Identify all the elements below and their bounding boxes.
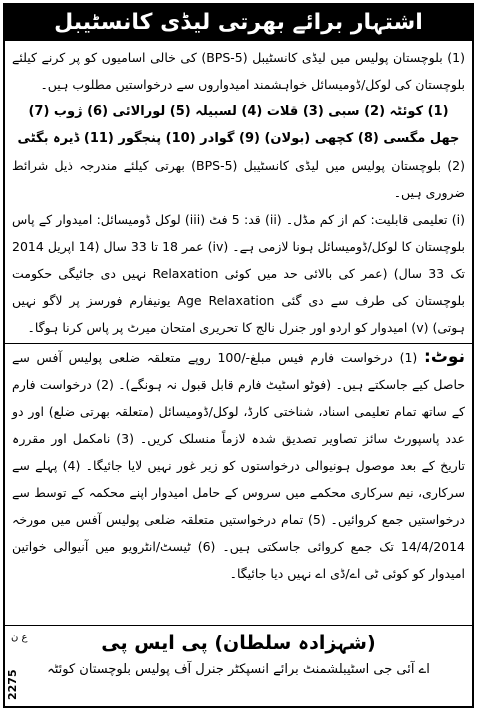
signer-title: اے آئی جی اسٹیبلشمنٹ برائے انسپکٹر جنرل آف پولیس بلوچستان کوئٹہ xyxy=(47,662,430,677)
reference-block: ع ن 2275 xyxy=(6,632,28,700)
districts-list: (1) کوئٹہ (2) سبی (3) قلات (4) لسبیلہ (5) لورالائی (6) ژوب (7) جھل مگسی (8) کچھی (بولان) (9) گوادر (10) پنجگور (11) ڈیرہ بگٹی xyxy=(17,104,460,146)
criteria-text: (i) تعلیمی قابلیت: کم از کم مڈل۔ (ii) قد: 5 فٹ (iii) لوکل ڈومیسائل: امیدوار کے پاس بلوچستان کا لوکل/ڈومیسائل ہونا لازمی ہے۔ (iv) عمر 18 تا 33 سال (14 اپریل 2014 تک 33 سال) (عمر کی بالائی حد میں کوئی Relaxation نہیں دی جائیگی حکومت بلوچستان کی طرف سے دی گئی Age Relaxation یونیفارم فورسز پر لاگو نہیں ہوتی) (v) امیدوار کو اردو اور جنرل نالج کا تحریری امتحان میرٹ پر پاس کرنا ہوگا۔ xyxy=(12,212,466,335)
ad-body xyxy=(5,41,472,587)
signature-block xyxy=(5,625,472,706)
note-label: نوٹ: xyxy=(424,347,465,367)
notes-text: (1) درخواست فارم فیس مبلغ-/100 روپے متعلقہ ضلعی پولیس آفس سے حاصل کیے جاسکتے ہیں۔ (فوٹو اسٹیٹ فارم قابل قبول نہ ہونگے)۔ (2) درخواست فارم کے ساتھ تمام تعلیمی اسناد، شناختی کارڈ، لوکل/ڈومیسائل (متعلقہ بھرتی ضلع) اور دو عدد پاسپورٹ سائز تصاویر تصدیق شدہ لازماً منسلک کریں۔ (3) نامکمل اور مقررہ تاریخ کے بعد موصول ہونیوالی درخواستوں کو زیر غور نہیں لایا جائیگا۔ (4) پہلے سے سرکاری، نیم سرکاری محکمے میں سروس کے حامل امیدوار اپنے محکمہ کے توسط سے درخواستیں جمع کروائیں۔ (5) تمام درخواستیں متعلقہ ضلعی پولیس آفس میں مورخہ 14/4/2014 تک جمع کروائی جاسکتی ہیں۔ (6) ٹیسٹ/انٹرویو میں آنیوالی خواتین امیدوار کو کوئی ٹی اے/ڈی اے نہیں دیا جائیگا۔ xyxy=(12,350,465,581)
signer-name: (شہزادہ سلطان) پی ایس پی xyxy=(101,632,376,654)
intro-paragraph: (1) بلوچستان پولیس میں لیڈی کانسٹیبل (BPS-5) کی خالی اسامیوں کو پر کرنے کیلئے بلوچستان کی لوکل/ڈومیسائل خواہشمند امیدواروں سے درخواستیں مطلوب ہیں۔ xyxy=(12,50,465,92)
criteria-heading: (2) بلوچستان پولیس میں لیڈی کانسٹیبل (BPS-5) بھرتی کیلئے مندرجہ ذیل شرائط ضروری ہیں۔ xyxy=(12,158,465,200)
reference-code: ع ن xyxy=(11,632,28,643)
page-title: اشتہار برائے بھرتی لیڈی کانسٹیبل xyxy=(5,5,472,41)
advertisement xyxy=(3,3,474,708)
notes-paragraph xyxy=(12,344,465,587)
